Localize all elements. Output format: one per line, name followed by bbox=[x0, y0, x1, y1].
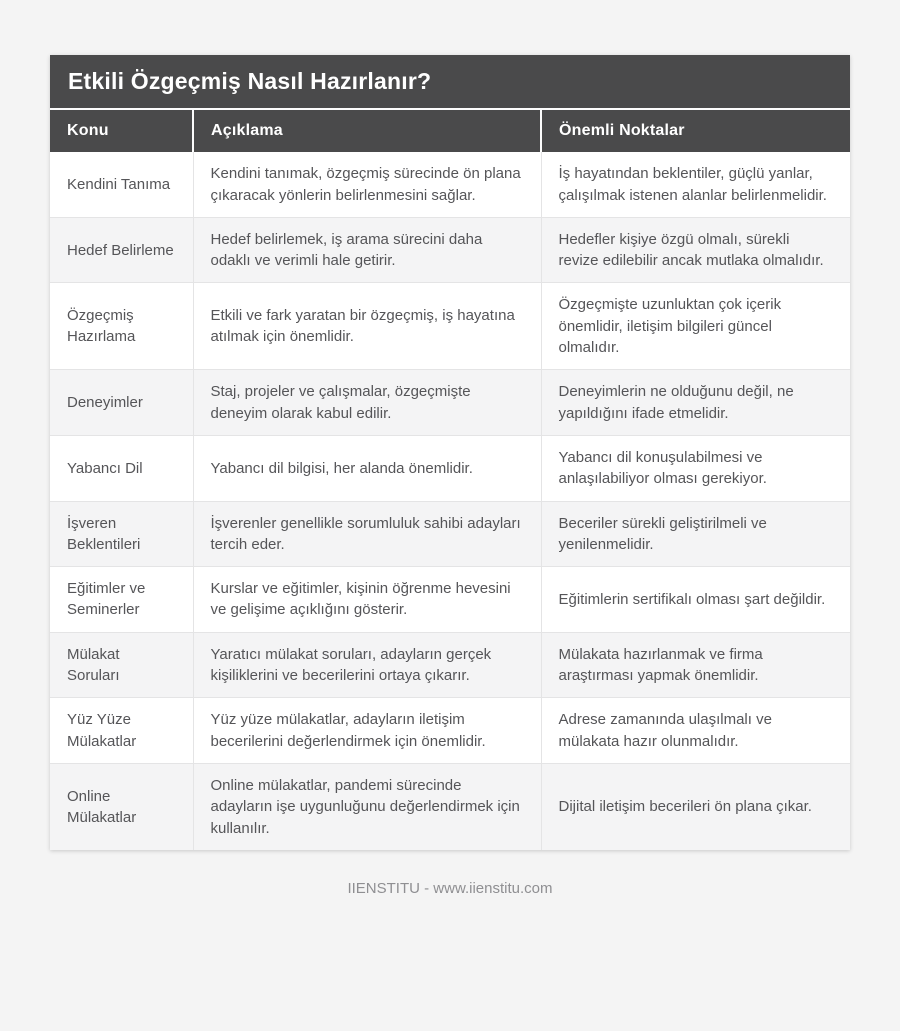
footer-text: IIENSTITU - www.iienstitu.com bbox=[347, 879, 553, 897]
cell-konu: Eğitimler ve Seminerler bbox=[50, 567, 193, 633]
table-row bbox=[50, 632, 850, 698]
table-row bbox=[50, 370, 850, 436]
table-body bbox=[50, 152, 850, 850]
cell-onemli-noktalar: Dijital iletişim becerileri ön plana çıkar. bbox=[541, 763, 850, 849]
column-header-aciklama: Açıklama bbox=[193, 110, 541, 152]
cell-onemli-noktalar: İş hayatından beklentiler, güçlü yanlar, çalışılmak istenen alanlar belirlenmelidir. bbox=[541, 152, 850, 217]
cell-aciklama: Kurslar ve eğitimler, kişinin öğrenme hevesini ve gelişime açıklığını gösterir. bbox=[193, 567, 541, 633]
cell-konu: Deneyimler bbox=[50, 370, 193, 436]
resume-guide-card bbox=[50, 55, 850, 850]
table-header bbox=[50, 110, 850, 152]
table-row bbox=[50, 435, 850, 501]
table-header-row bbox=[50, 110, 850, 152]
cell-konu: Yüz Yüze Mülakatlar bbox=[50, 698, 193, 764]
cell-onemli-noktalar: Hedefler kişiye özgü olmalı, sürekli revize edilebilir ancak mutlaka olmalıdır. bbox=[541, 217, 850, 283]
cell-onemli-noktalar: Beceriler sürekli geliştirilmeli ve yenilenmelidir. bbox=[541, 501, 850, 567]
cell-konu: Mülakat Soruları bbox=[50, 632, 193, 698]
cell-onemli-noktalar: Deneyimlerin ne olduğunu değil, ne yapıldığını ifade etmelidir. bbox=[541, 370, 850, 436]
cell-aciklama: Yabancı dil bilgisi, her alanda önemlidir. bbox=[193, 435, 541, 501]
cell-onemli-noktalar: Mülakata hazırlanmak ve firma araştırması yapmak önemlidir. bbox=[541, 632, 850, 698]
cell-aciklama: Kendini tanımak, özgeçmiş sürecinde ön plana çıkaracak yönlerin belirlenmesini sağlar. bbox=[193, 152, 541, 217]
resume-guide-table bbox=[50, 110, 850, 850]
cell-onemli-noktalar: Yabancı dil konuşulabilmesi ve anlaşılabiliyor olması gerekiyor. bbox=[541, 435, 850, 501]
table-row bbox=[50, 501, 850, 567]
table-row bbox=[50, 152, 850, 217]
cell-aciklama: Yaratıcı mülakat soruları, adayların gerçek kişiliklerini ve becerilerini ortaya çıkarır. bbox=[193, 632, 541, 698]
cell-aciklama: Yüz yüze mülakatlar, adayların iletişim becerilerini değerlendirmek için önemlidir. bbox=[193, 698, 541, 764]
page-title: Etkili Özgeçmiş Nasıl Hazırlanır? bbox=[50, 55, 850, 110]
table-row bbox=[50, 283, 850, 370]
column-header-onemli-noktalar: Önemli Noktalar bbox=[541, 110, 850, 152]
cell-aciklama: Online mülakatlar, pandemi sürecinde adayların işe uygunluğunu değerlendirmek için kullanılır. bbox=[193, 763, 541, 849]
table-row bbox=[50, 217, 850, 283]
cell-aciklama: Etkili ve fark yaratan bir özgeçmiş, iş hayatına atılmak için önemlidir. bbox=[193, 283, 541, 370]
table-row bbox=[50, 763, 850, 849]
cell-konu: İşveren Beklentileri bbox=[50, 501, 193, 567]
cell-konu: Hedef Belirleme bbox=[50, 217, 193, 283]
cell-onemli-noktalar: Eğitimlerin sertifikalı olması şart değildir. bbox=[541, 567, 850, 633]
cell-konu: Online Mülakatlar bbox=[50, 763, 193, 849]
cell-aciklama: Hedef belirlemek, iş arama sürecini daha odaklı ve verimli hale getirir. bbox=[193, 217, 541, 283]
cell-konu: Yabancı Dil bbox=[50, 435, 193, 501]
cell-onemli-noktalar: Özgeçmişte uzunluktan çok içerik önemlidir, iletişim bilgileri güncel olmalıdır. bbox=[541, 283, 850, 370]
table-row bbox=[50, 698, 850, 764]
column-header-konu: Konu bbox=[50, 110, 193, 152]
cell-aciklama: İşverenler genellikle sorumluluk sahibi adayları tercih eder. bbox=[193, 501, 541, 567]
cell-konu: Özgeçmiş Hazırlama bbox=[50, 283, 193, 370]
table-row bbox=[50, 567, 850, 633]
cell-aciklama: Staj, projeler ve çalışmalar, özgeçmişte deneyim olarak kabul edilir. bbox=[193, 370, 541, 436]
cell-konu: Kendini Tanıma bbox=[67, 175, 171, 193]
cell-onemli-noktalar: Adrese zamanında ulaşılmalı ve mülakata hazır olunmalıdır. bbox=[541, 698, 850, 764]
